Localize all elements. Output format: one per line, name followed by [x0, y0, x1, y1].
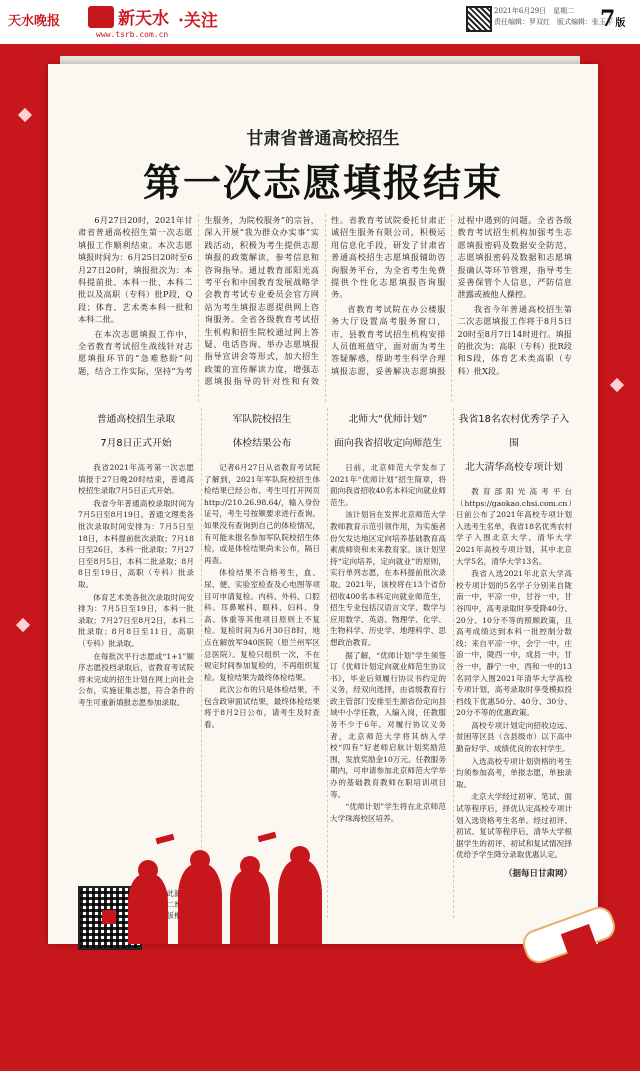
thrown-cap-icon — [258, 832, 277, 842]
decor-diamond-icon — [16, 618, 30, 632]
sub-article-bnu — [330, 408, 446, 928]
page-number — [600, 6, 625, 32]
decor-diamond-icon — [18, 108, 32, 122]
heading-line-2: 北大清华高校专项计划 — [465, 462, 563, 473]
heading-line-1: 普通高校招生录取 — [96, 414, 176, 425]
heading-line-2: 面向我省招收定向师范生 — [334, 438, 442, 449]
paragraph: 体育艺术类各批次录取时间安排为：7月5日至19日，本科一批录取；7月27日至8月2日，本科二批录取；8月8日至11日，高职（专科）批录取。 — [78, 592, 194, 648]
paragraph: 体检结果不合格考生，血、尿、便、实验室检查及心电图等项目可申请复检。内科、外科、口腔科、耳鼻喉科、眼科、妇科、身高、体重等其他项目原则上不复检。复检时间为6月30日8时，地点在解放军940医院（原兰州军区总医院）。复检只组织一次，不在规定时间参加复检的，不再组织复检。复检结果为最终体检结果。 — [204, 568, 320, 682]
lead-paragraph: 省教育考试院在办公楼服务大厅设置高考服务窗口，市、县教育考试招生机构安排人员值班值守，面对面为考生答疑解惑，帮助考生科学合理填报志愿，妥善解决志愿填报过程中遇到的问题。全省各级教育考试招生机构加强考生志愿填报密码及数据安全防范，志愿填报密码及数据和志愿填报确认等环节管理，指导考生妥善保管个人信息，严防信息泄露或被他人操控。 — [331, 215, 572, 376]
page-number-value: 7 — [600, 6, 616, 32]
paragraph: 北京大学经过初审、笔试、面试等程序后，择优认定高校专项计划入选资格考生名单。经过初评、初试、复试等程序后，清华大学根据学生的初评、初试和复试情况择优给予学生降分录取优惠认定。 — [456, 792, 572, 860]
article-kicker: 甘肃省普通高校招生 — [246, 129, 400, 149]
heading-line-2: 7月8日正式开始 — [100, 438, 172, 449]
logo-text: 新天水 — [118, 9, 169, 29]
lead-paragraph: 在本次志愿填报工作中，全省教育考试招生战线针对志愿填报环节的“急难愁盼”问题，结合工作实际，坚持“为考生服务，为院校服务”的宗旨，深入开展“我为群众办实事”实践活动，积极为考生提供志愿填报的政策解读，参考信息和咨询指导。通过教育部阳光高考平台和中国教育发展战略学会教育考试专业委员会官方网站为考生填报志愿提供网上咨询服务。全省各级教育考试招生机构和招生院校通过网上答疑、电话咨询、举办志愿填报指导宣讲会等形式，加大招生政策的宣传解读力度，增强志愿填报指导的针对性和有效性。省教育考试院委托甘肃正诚招生服务有限公司，积极运用信息化手段，研发了甘肃省普通高校招生志愿填报辅助咨询服务平台，为全省考生免费提供个性化志愿填报咨询服务。 — [78, 215, 446, 387]
article-source: （据每日甘肃网） — [503, 869, 572, 879]
sub-article-heading — [78, 408, 194, 456]
sub-article-heading — [456, 408, 572, 480]
paragraph: 记者6月27日从省教育考试院了解到，2021年军队院校招生体检结果已经公布。考生可打开网页http://210.26.98.64/，输入身份证号，考生号按顺要求进行查询。如果没有查询到自己的体检情况，有可能未报名参加军队院校招生体检，或是体检结果尚未公布，隔日再查。 — [204, 463, 320, 565]
paragraph: 该计划旨在发挥北京师范大学教师教育示范引领作用，为实施者份欠发达地区定向培养基础教育高素质师资和未来教育家。该计划坚持“定向培养，定向就业”的原则，实行单列志愿，在本科提前批次录取。2021年，该校将在13个省份招收400名本科定向就业师范生，招生专业包括汉语言文学、数学与应用数学、英语、物理学、化学、生物科学、历史学、地理科学、思想政治教育。 — [330, 510, 446, 647]
paper-name: 天水晚报 — [8, 14, 61, 29]
qr-code-icon[interactable] — [466, 6, 492, 32]
graduate-figure — [230, 870, 270, 944]
sub-article-heading — [204, 408, 320, 456]
paragraph: 日前，北京师范大学发布了2021年“优师计划”招生简章，将面向我省招收40名本科定向就业师范生。 — [330, 463, 446, 507]
lead-text — [78, 214, 572, 402]
article-sheet — [48, 64, 598, 944]
sub-article-body — [78, 462, 194, 708]
paragraph: 此次公布的只是体检结果，不包含政审面试结果，最终体检结果将于8月2日公布，请考生及时查看。 — [204, 685, 320, 730]
paragraph: 在每批次平行志愿或“1+1”顺序志愿投档录取后，省教育考试院将未完成的招生计划在网上向社会公布，实施征集志愿，符合条件的考生可重新填报志愿参加录取。 — [78, 651, 194, 707]
column-divider — [453, 408, 455, 918]
heading-line-2: 体检结果公布 — [232, 438, 292, 449]
heading-line-1: 我省18名农村优秀学子入围 — [458, 414, 570, 449]
decor-diamond-icon — [610, 378, 624, 392]
section-title: ·关注 — [178, 11, 218, 31]
masthead — [0, 0, 640, 46]
heading-line-1: 军队院校招生 — [232, 414, 292, 425]
paragraph: 我省入选2021年北京大学高校专项计划的5名学子分别来自陇南一中，平凉一中，甘谷一中，甘谷四中，高考录取时享受降40分、20分、10分不等的照顾政策，且高考成绩达到本科一批控制分数线；来自平凉一中，会宁一中，庄浪一中，陇西一中，成县一中，甘谷一中，静宁一中，西和一中的13名同学入围2021年清华大学高校专项计划，高考录取时享受模拟投档线下优惠50分、40分、30分、20分不等的优惠政策。 — [456, 569, 572, 718]
sub-article-heading — [330, 408, 446, 456]
paragraph: 高校专项计划定向招收边远、贫困等区县（含县级市）以下高中勤奋好学、成绩优良的农村学生。 — [456, 720, 572, 754]
graduate-silhouettes-icon — [118, 834, 338, 944]
graduate-figure — [128, 874, 168, 944]
paragraph: 入选高校专项计划资格的考生均须参加高考，单报志愿，单独录取。 — [456, 756, 572, 789]
newspaper-logo-icon — [88, 6, 114, 28]
paragraph: 我省今年普通高校录取时间为7月5日至8月19日。普通文理类各批次录取时间安排为：7月5日至18日，本科提前批次录取；7月18日至26日，本科一批录取；7月27日至8月5日，本科二批录取；8月8日至19日，高职（专科）批录取。 — [78, 498, 194, 589]
paragraph: 据了解，“优师计划”学生须签订《优师计划定向就业师范生协议书》，毕业后须履行协议书约定的义务，经双向选择，由省级教育行政主管部门安排至生源省份定向县域中小学任教，入编入岗，任教服务不少于6年。对履行协议义务者，北京师范大学将其纳入学校“四有”好老师启航计划奖励范围，发放奖励金10万元。任教服务期内，可申请参加北京师范大学举办的基础教育教师在职培训项目等。 — [330, 650, 446, 799]
lead-paragraph: 6月27日20时，2021年甘肃省普通高校招生第一次志愿填报工作顺利结束。本次志愿填报时间为：6月25日20时至6月27日20时，填报批次为：本科提前批、本科一批、本科二批以及高职（专科）批P段，Q段；体育、艺术类本科一批和本科二批。 — [78, 215, 193, 325]
sub-article-body — [330, 462, 446, 824]
graduate-head — [290, 846, 310, 866]
graduate-head — [190, 850, 210, 870]
sub-article-special-plan — [456, 408, 572, 928]
site-url: www.tsrb.com.cn — [96, 30, 169, 39]
issue-info — [494, 6, 613, 28]
lead-paragraph: 我省今年普通高校招生第二次志愿填报工作将于8月5日20时至8月7日14时进行。填报的批次为：高职（专科）批R段和S段，体育艺术类高职（专科）批X段。 — [457, 303, 572, 376]
page-number-suffix: 版 — [615, 18, 626, 29]
paragraph: “优师计划”学生将在北京师范大学珠海校区培养。 — [330, 802, 446, 823]
issue-editors: 责任编辑：罗双红 版式编辑：张玉平 — [494, 18, 613, 26]
sub-article-body — [204, 462, 320, 731]
graduate-head — [138, 860, 158, 880]
graduate-figure — [278, 860, 322, 944]
sub-article-body — [456, 486, 572, 861]
qr-logo-icon — [102, 910, 116, 924]
graduate-head — [240, 856, 260, 876]
issue-date: 2021年6月29日 星期二 — [494, 7, 575, 15]
thrown-cap-icon — [156, 834, 175, 844]
article-headline: 第一次志愿填报结束 — [142, 161, 503, 205]
graduate-figure — [178, 864, 222, 944]
paragraph: 教育部阳光高考平台（https://gaokao.chsi.com.cn）日前公布了2021年高校专项计划入选考生名单，我省18名优秀农村学子入围北京大学、清华大学2021年高校专项计划，其中北京大学5名，清华大学13名。 — [456, 487, 572, 566]
heading-line-1: 北师大“优师计划” — [348, 414, 428, 425]
paragraph: 我省2021年高考第一次志愿填报于27日晚20时结束，普通高校招生录取7月5日正式开始。 — [78, 463, 194, 496]
